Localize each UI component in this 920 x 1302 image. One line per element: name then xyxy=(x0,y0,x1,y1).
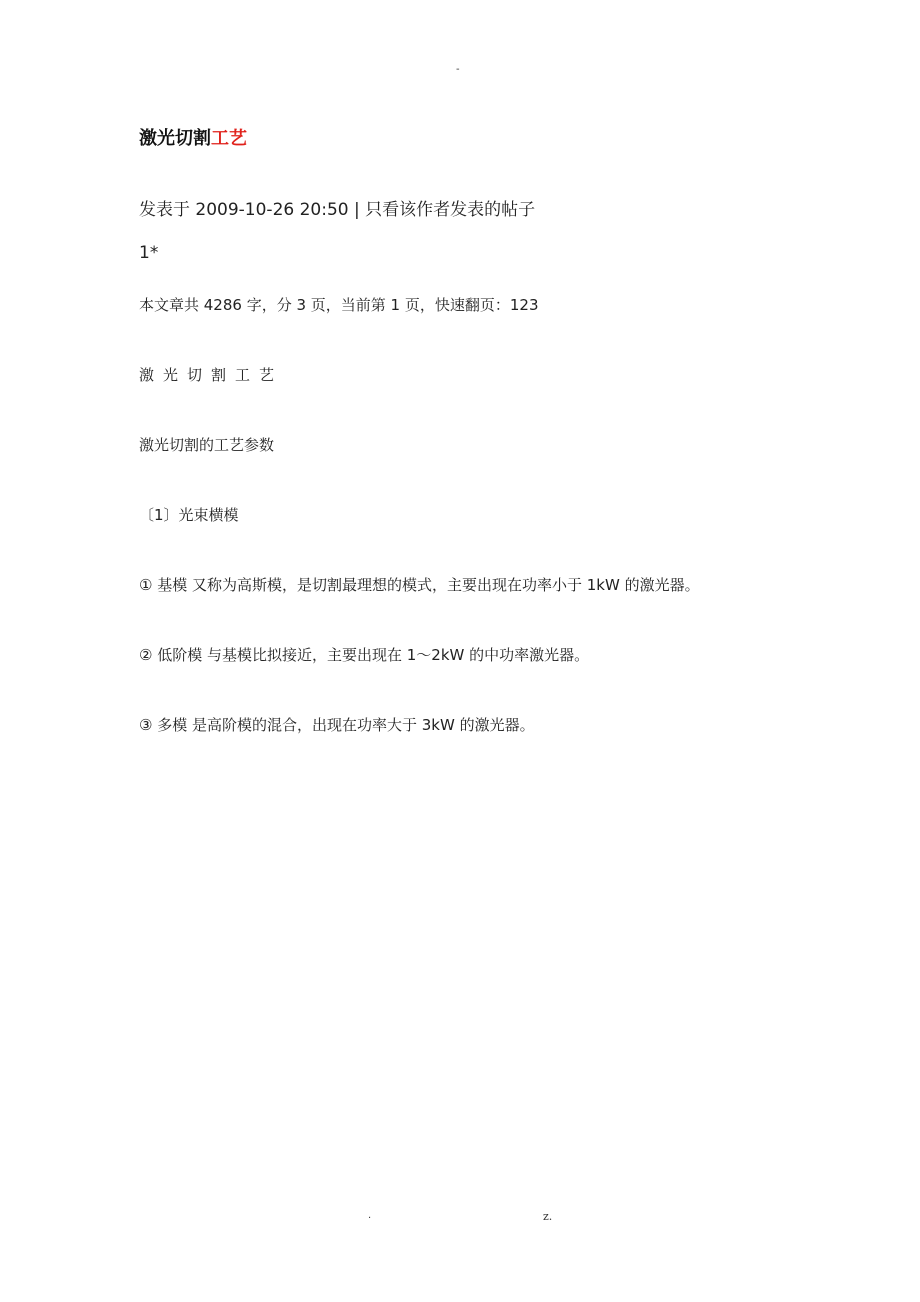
title-main: 激光切割 xyxy=(139,128,211,149)
posted-info: 发表于 2009-10-26 20:50 | 只看该作者发表的帖子 xyxy=(139,200,536,220)
header-mark: - xyxy=(456,64,460,75)
footer-left-mark: . xyxy=(368,1210,372,1221)
footer-right-mark: z. xyxy=(543,1210,553,1223)
list-item: ③ 多模 是高阶模的混合，出现在功率大于 3kW 的激光器。 xyxy=(139,716,535,734)
floor-number: 1* xyxy=(139,243,159,263)
title-accent: 工艺 xyxy=(211,128,247,149)
section-title: 激光切割的工艺参数 xyxy=(139,436,275,454)
subsection-title: 〔1〕光束横模 xyxy=(139,506,239,524)
article-summary: 本文章共 4286 字，分 3 页，当前第 1 页，快速翻页：123 xyxy=(139,296,539,314)
page-title xyxy=(139,124,247,150)
list-item: ① 基模 又称为高斯模，是切割最理想的模式，主要出现在功率小于 1kW 的激光器。 xyxy=(139,576,700,594)
list-item: ② 低阶模 与基模比拟接近，主要出现在 1～2kW 的中功率激光器。 xyxy=(139,646,590,664)
spaced-heading: 激光切割工艺 xyxy=(139,366,284,384)
